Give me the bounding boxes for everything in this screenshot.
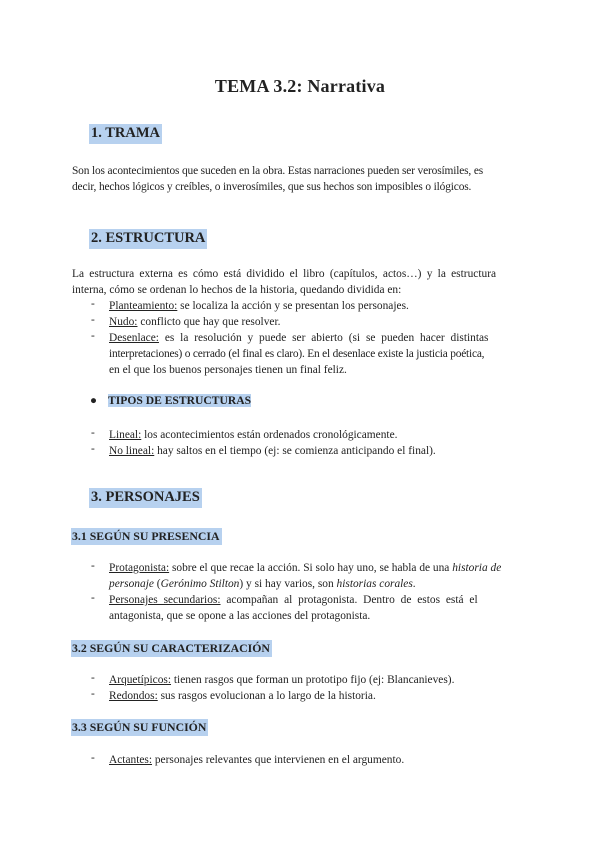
- estructura-intro-line-1: La estructura externa es cómo está dividido el libro (capítulos, actos…) y la estructura: [72, 268, 497, 280]
- bullet-icon: ●: [90, 394, 98, 407]
- text-desenlace-1: es la resolución y puede ser abierto (si se pueden hacer distintas: [158, 332, 489, 344]
- heading-segun-presencia: 3.1 SEGÚN SU PRESENCIA: [72, 529, 220, 543]
- text-desenlace-3: en el que los buenos personajes tienen un final feliz.: [109, 364, 347, 376]
- heading-segun-caracterizacion: 3.2 SEGÚN SU CARACTERIZACIÓN: [72, 641, 270, 655]
- dash-bullet: -: [91, 560, 95, 572]
- estructura-intro: [72, 266, 526, 298]
- text-secundarios-1: acompañan al protagonista. Dentro de estos está el: [220, 594, 478, 606]
- term-planteamiento: Planteamiento:: [109, 300, 178, 312]
- page-title: TEMA 3.2: Narrativa: [214, 76, 386, 96]
- text-actantes: personajes relevantes que intervienen en el argumento.: [152, 754, 405, 766]
- dash-bullet: -: [91, 314, 95, 326]
- text-protagonista-2b: (: [153, 578, 161, 590]
- trama-line-1: Son los acontecimientos que suceden en la obra. Estas narraciones pueden ser verosímiles, es: [72, 165, 484, 177]
- dash-bullet: -: [91, 298, 95, 310]
- dash-bullet: -: [91, 592, 95, 604]
- text-protagonista-2e: historias corales: [336, 578, 413, 590]
- heading-trama: 1. TRAMA: [89, 124, 162, 144]
- text-protagonista-2f: .: [412, 578, 416, 590]
- term-arquetipicos: Arquetípicos:: [109, 674, 172, 686]
- text-secundarios-2: antagonista, que se opone a las acciones del protagonista.: [109, 610, 371, 622]
- dash-bullet: -: [91, 427, 95, 439]
- dash-bullet: -: [91, 443, 95, 455]
- text-protagonista-2d: ) y si hay varios, son: [239, 578, 337, 590]
- text-protagonista-2a: personaje: [109, 578, 154, 590]
- text-arquetipicos: tienen rasgos que forman un prototipo fijo (ej: Blancanieves).: [171, 674, 455, 686]
- text-protagonista-2c: Gerónimo Stilton: [160, 578, 240, 590]
- term-actantes: Actantes:: [109, 754, 153, 766]
- term-desenlace: Desenlace:: [109, 332, 159, 344]
- heading-segun-funcion: 3.3 SEGÚN SU FUNCIÓN: [72, 720, 207, 734]
- dash-bullet: -: [91, 672, 95, 684]
- heading-estructura: 2. ESTRUCTURA: [89, 229, 207, 249]
- dash-bullet: -: [91, 688, 95, 700]
- term-lineal: Lineal:: [109, 429, 142, 441]
- text-lineal: los acontecimientos están ordenados cronológicamente.: [141, 429, 398, 441]
- estructura-intro-line-2: interna, cómo se ordenan lo hechos de la historia, quedando dividida en:: [72, 284, 402, 296]
- dash-bullet: -: [91, 752, 95, 764]
- tipos-estructuras-label: TIPOS DE ESTRUCTURAS: [108, 394, 252, 407]
- term-secundarios: Personajes secundarios:: [109, 594, 221, 606]
- text-redondos: sus rasgos evolucionan a lo largo de la historia.: [157, 690, 376, 702]
- text-desenlace-2: interpretaciones) o cerrado (el final es claro). En el desenlace existe la justicia poética,: [109, 348, 485, 360]
- text-nudo: conflicto que hay que resolver.: [137, 316, 281, 328]
- text-planteamiento: se localiza la acción y se presentan los personajes.: [177, 300, 409, 312]
- term-protagonista: Protagonista:: [109, 562, 170, 574]
- tipos-estructuras-heading: [90, 394, 251, 407]
- term-no-lineal: No lineal:: [109, 445, 155, 457]
- text-protagonista-1b: historia de: [452, 562, 502, 574]
- term-nudo: Nudo:: [109, 316, 138, 328]
- dash-bullet: -: [91, 330, 95, 342]
- text-no-lineal: hay saltos en el tiempo (ej: se comienza anticipando el final).: [154, 445, 436, 457]
- trama-line-2: decir, hechos lógicos y creíbles, o inverosímiles, que sus hechos son imposibles o ilógicos.: [72, 181, 472, 193]
- text-protagonista-1a: sobre el que recae la acción. Si solo hay uno, se habla de una: [169, 562, 453, 574]
- trama-paragraph: [72, 163, 526, 195]
- heading-personajes: 3. PERSONAJES: [89, 488, 202, 508]
- term-redondos: Redondos:: [109, 690, 158, 702]
